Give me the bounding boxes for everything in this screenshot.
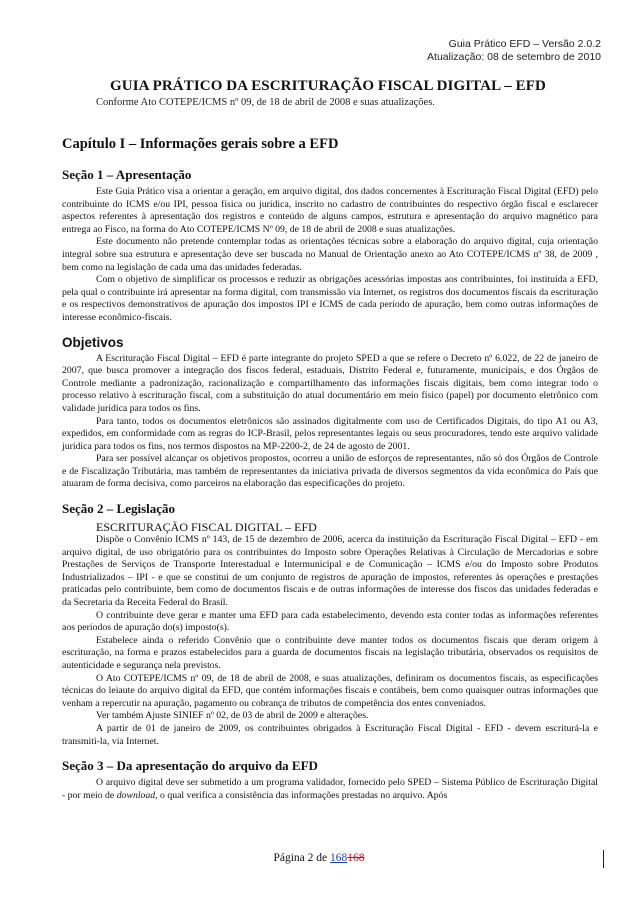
section-1-paragraph: Este Guia Prático visa a orientar a geração, em arquivo digital, dos dados concernentes à Escrituração Fiscal Digital (EFD) pelo contribuinte do ICMS e/ou IPI, pessoa física ou jurídica, inscrito no cadastro de contribuintes do respectivo órgão fiscal e esclarecer aspectos referentes à apresentação dos registros e conteúdo de alguns campos, estrutura e apresentação do arquivo magnético para entrega ao Fisco, na forma do Ato COTEPE/ICMS Nº 09, de 18 de abril de 2008 e suas atualizações. xyxy=(62,186,598,235)
page-total-deleted: 168 xyxy=(347,852,365,864)
section-2-subheading: ESCRITURAÇÃO FISCAL DIGITAL – EFD xyxy=(96,520,317,535)
document-title: GUIA PRÁTICO DA ESCRITURAÇÃO FISCAL DIGITAL – EFD xyxy=(110,78,546,94)
section-3-heading: Seção 3 – Da apresentação do arquivo da EFD xyxy=(62,758,318,774)
running-header xyxy=(427,38,601,64)
objectives-paragraph: A Escrituração Fiscal Digital – EFD é parte integrante do projeto SPED a que se refere o Decreto nº 6.022, de 22 de janeiro de 2007, que busca promover a integração dos fiscos federal, estaduais, Distrito Federal e, futuramente, municipais, e dos Órgãos de Controle mediante a padronização, racionalização e compartilhamento das informações fiscais digitais, bem como integrar todo o processo relativo à escrituração fiscal, com a substituição do atual documentário em meio físico (papel) por documento eletrônico com validade jurídica para todos os fins. xyxy=(62,352,598,414)
section-2-paragraph: A partir de 01 de janeiro de 2009, os contribuintes obrigados à Escrituração Fiscal Digital - EFD - devem escriturá-la e transmiti-la, via Internet. xyxy=(62,722,598,747)
page-total-inserted: 168 xyxy=(330,852,348,864)
section-1-paragraph: Este documento não pretende contemplar todas as orientações técnicas sobre a elaboração do arquivo digital, cuja orientação integral sobre sua estrutura e apresentação deve ser buscada no Manual de Orientação anexo ao Ato COTEPE/ICMS nº 38, de 2009 , bem como na legislação de cada uma das unidades federadas. xyxy=(62,236,598,273)
header-version: Guia Prático EFD – Versão 2.0.2 xyxy=(448,38,601,50)
revision-change-bar xyxy=(603,850,604,868)
chapter-heading: Capítulo I – Informações gerais sobre a EFD xyxy=(62,136,339,152)
section-2-heading: Seção 2 – Legislação xyxy=(62,501,176,517)
section-3-download-term: download xyxy=(116,789,156,801)
section-3-text-b: , o qual verifica a consistência das informações prestadas no arquivo. Após xyxy=(155,789,448,801)
objectives-paragraph: Para ser possível alcançar os objetivos propostos, ocorreu a união de esforços de representantes, não só dos Órgãos de Controle e de Fiscalização Tributária, mas também de representantes da iniciativa privada de diversos segmentos da vida econômica do País que atuaram de forma decisiva, como parceiros na elaboração das especificações do projeto. xyxy=(62,453,598,490)
section-3-paragraph xyxy=(62,777,598,802)
section-2-paragraph: O Ato COTEPE/ICMS nº 09, de 18 de abril de 2008, e suas atualizações, definiram os documentos fiscais, as especificações técnicas do leiaute do arquivo digital da EFD, que contém informações fiscais e contábeis, bem como quaisquer outras informações que venham a repercutir na apuração, pagamento ou cobrança de tributos de competência dos entes conveniados. xyxy=(62,672,598,709)
document-subtitle: Conforme Ato COTEPE/ICMS nº 09, de 18 de abril de 2008 e suas atualizações. xyxy=(96,97,435,108)
objectives-heading: Objetivos xyxy=(62,334,124,350)
header-update-date: Atualização: 08 de setembro de 2010 xyxy=(427,51,601,63)
section-1-heading: Seção 1 – Apresentação xyxy=(62,167,192,182)
page-footer xyxy=(0,852,638,864)
section-3-text-a: O arquivo digital deve ser submetido a um programa validador, fornecido pelo SPED – Sistema Público de Escrituração Digital - por meio de xyxy=(62,777,598,801)
section-2-paragraph: O contribuinte deve gerar e manter uma EFD para cada estabelecimento, devendo esta conter todas as informações referentes aos períodos de apuração do(s) imposto(s). xyxy=(62,609,598,634)
page-number-prefix: Página 2 de xyxy=(273,852,331,864)
section-2-paragraph: Estabelece ainda o referido Convênio que o contribuinte deve manter todos os documentos fiscais que deram origem à escrituração, na forma e prazos estabelecidos para a guarda de documentos fiscais na legislação tributária, observados os requisitos de autenticidade e segurança nela previstos. xyxy=(62,634,598,671)
section-2-paragraph: Ver também Ajuste SINIEF nº 02, de 03 de abril de 2009 e alterações. xyxy=(96,710,369,722)
document-body xyxy=(62,135,598,802)
objectives-paragraph: Para tanto, todos os documentos eletrônicos são assinados digitalmente com uso de Certificados Digitais, do tipo A1 ou A3, expedidos, em conformidade com as regras do ICP-Brasil, pelos representantes legais ou seus procuradores, tendo este arquivo validade jurídica para todos os fins, nos termos dispostos na MP-2200-2, de 24 de agosto de 2001. xyxy=(62,415,598,452)
section-2-paragraph: Dispõe o Convênio ICMS nº 143, de 15 de dezembro de 2006, acerca da instituição da Escrituração Fiscal Digital – EFD - em arquivo digital, de uso obrigatório para os contribuintes do Imposto sobre Operações Relativas à Circulação de Mercadorias e sobre Prestações de Serviços de Transporte Interestadual e Intermunicipal e de Comunicação – ICMS e/ou do Imposto sobre Produtos Industrializados – IPI - e que se constitui de um conjunto de registros de apuração de impostos, referentes às operações e prestações praticadas pelo contribuinte, bem como de documentos fiscais e de outras informações de interesse dos fiscos das unidades federadas e da Secretaria da Receita Federal do Brasil. xyxy=(62,534,598,609)
section-1-paragraph: Com o objetivo de simplificar os processos e reduzir as obrigações acessórias impostas aos contribuintes, foi instituída a EFD, pela qual o contribuinte irá apresentar na forma digital, com transmissão via Internet, os registros dos documentos fiscais da escrituração e os respectivos demonstrativos de apuração dos impostos IPI e ICMS de cada período de apuração, bem como outras informações de interesse econômico-fiscais. xyxy=(62,274,598,323)
